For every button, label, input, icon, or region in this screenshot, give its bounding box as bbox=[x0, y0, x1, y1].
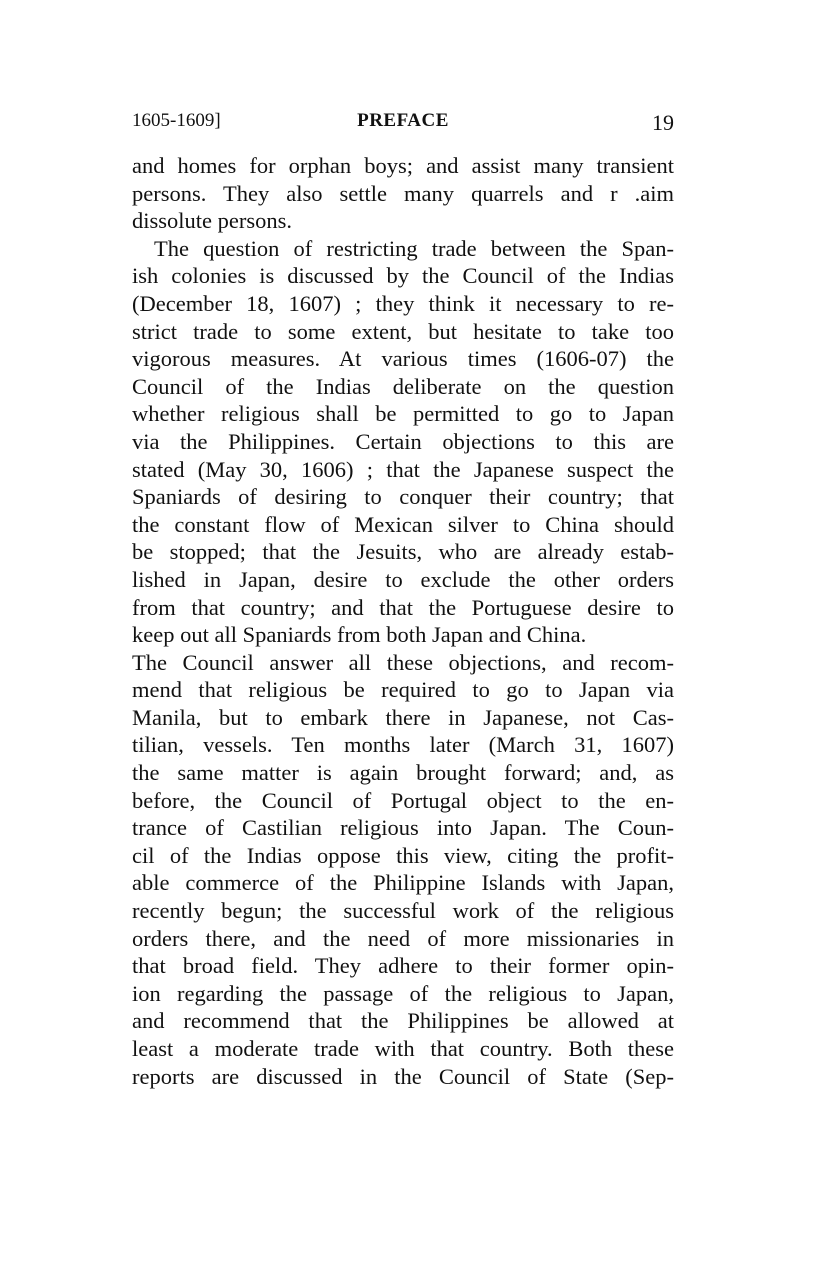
text-line: persons. They also settle many quarrels and r .aim bbox=[132, 180, 674, 206]
text-line: and homes for orphan boys; and assist many transient bbox=[132, 153, 674, 178]
text-line: ish colonies is discussed by the Council of the Indias bbox=[132, 263, 674, 289]
text-line: least a moderate trade with that country. Both these bbox=[132, 1036, 674, 1061]
text-line: from that country; and that the Portuguese desire to bbox=[132, 594, 674, 620]
text-line: The question of restricting trade between the Span- bbox=[154, 235, 674, 261]
text-line: be stopped; that the Jesuits, who are already estab- bbox=[132, 539, 674, 565]
text-line: keep out all Spaniards from both Japan and China. bbox=[132, 622, 587, 648]
text-line: the constant flow of Mexican silver to China should bbox=[132, 511, 674, 537]
text-line: strict trade to some extent, but hesitate to take too bbox=[132, 318, 674, 344]
page-number: 19 bbox=[652, 110, 674, 135]
text-line: ion regarding the passage of the religious to Japan, bbox=[132, 980, 674, 1006]
text-line: via the Philippines. Certain objections to this are bbox=[132, 428, 674, 454]
text-line: The Council answer all these objections, and recom- bbox=[132, 649, 674, 675]
text-line: before, the Council of Portugal object to the en- bbox=[132, 787, 674, 813]
text-line: the same matter is again brought forward; and, as bbox=[132, 760, 674, 786]
text-line: able commerce of the Philippine Islands with Japan, bbox=[132, 870, 674, 896]
text-line: lished in Japan, desire to exclude the other orders bbox=[132, 566, 674, 592]
text-line: reports are discussed in the Council of State (Sep- bbox=[132, 1063, 674, 1089]
text-line: dissolute persons. bbox=[132, 208, 292, 234]
text-line: vigorous measures. At various times (1606-07) the bbox=[132, 346, 674, 372]
header-date-range: 1605-1609] bbox=[132, 110, 221, 131]
running-head bbox=[132, 110, 674, 140]
header-title: PREFACE bbox=[357, 110, 449, 131]
text-line: whether religious shall be permitted to go to Japan bbox=[132, 401, 674, 427]
text-line: mend that religious be required to go to Japan via bbox=[132, 677, 674, 703]
text-line: trance of Castilian religious into Japan. The Coun- bbox=[132, 815, 674, 841]
text-line: stated (May 30, 1606) ; that the Japanese suspect the bbox=[132, 456, 674, 482]
text-line: orders there, and the need of more missionaries in bbox=[132, 925, 674, 951]
text-line: that broad field. They adhere to their former opin- bbox=[132, 953, 674, 979]
body-text bbox=[132, 152, 674, 1090]
text-line: cil of the Indias oppose this view, citing the profit- bbox=[132, 842, 674, 868]
text-line: and recommend that the Philippines be allowed at bbox=[132, 1008, 674, 1034]
text-line: tilian, vessels. Ten months later (March 31, 1607) bbox=[132, 732, 674, 758]
text-line: Manila, but to embark there in Japanese, not Cas- bbox=[132, 704, 674, 730]
text-line: Spaniards of desiring to conquer their country; that bbox=[132, 484, 674, 510]
text-line: Council of the Indias deliberate on the question bbox=[132, 373, 674, 399]
text-line: (December 18, 1607) ; they think it necessary to re- bbox=[132, 290, 674, 316]
text-line: recently begun; the successful work of the religious bbox=[132, 898, 674, 924]
